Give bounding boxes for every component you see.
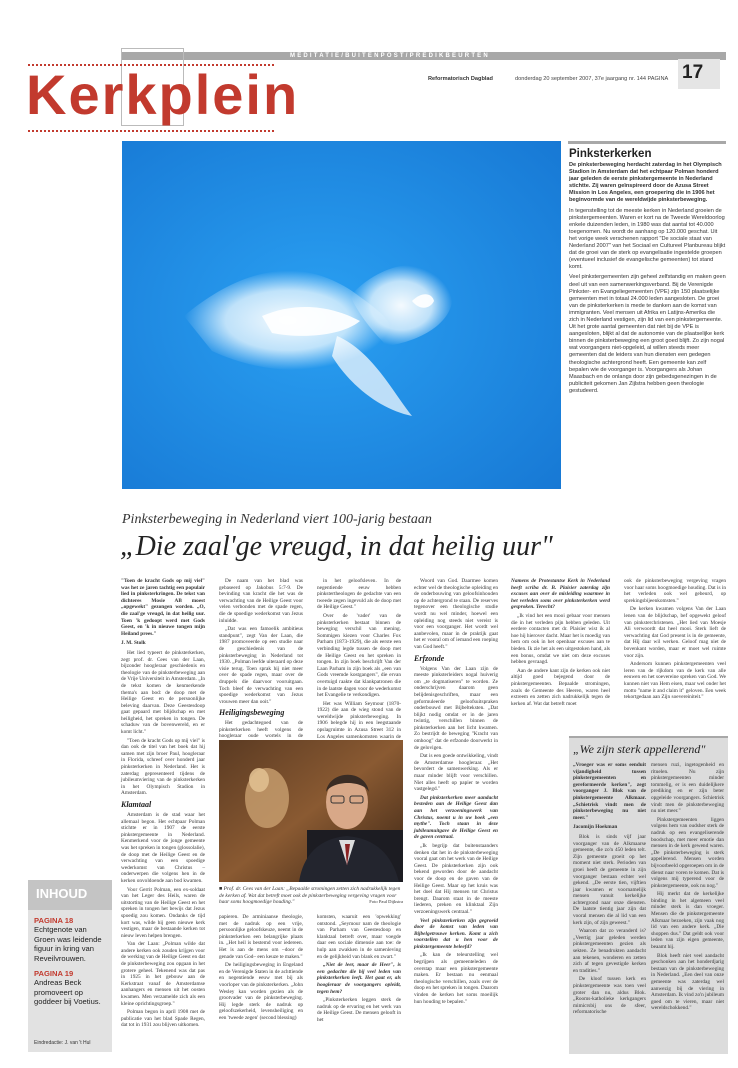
sidebox-paragraph: Waarom dat zo veranderd is? „Veertig jaar geleden werden pinkstergemeenten gezien als sekten. Ze benadrukten aandacht aan tekenen, wonderen en zetten zich af tegen gevestigde kerken en tradities." [573,928,646,974]
article-paragraph: Het lied typeert de pinksterkerken, zegt prof. dr. Cees van der Laan, bijzonder hoogleraar geschiedenis en theologie van de pinksterbeweging aan de Vrije Universiteit in Amsterdam. „In de tekst komen de kenmerkende thema's aan bod: de doop met de Heilige Geest en de persoonlijke beleving daarvan. Deze Geestesdoop gaat gepaard met blijdschap en met heiligheid, het spreken in tongen. De schaduw van de bovenwereld, en er komt licht." [121,649,205,736]
sidebox-lead: „Vroeger was er soms eenduit vijandigheid tussen pinkstergemeenten en gereformeerde kerken", zegt voorganger J. Blok van de pinkstergemeente Alkmaar. „Schietrisk vindt men de pinksterbeweging nu niet meer." [573,762,646,821]
sidebox-paragraph: Blok heeft niet veel aandacht geschonken aan het honderdjarig bestaan van de pinksterbeweging in Nederland. „Een deel van onze gemeente was zaterdag wel aanwezig bij de viering in Amsterdam. Ik vind zo'n jubileum goed om te vieren, maar niet wereldschokkend." [651,952,724,1012]
sidebox-byline: Jacomijn Hoekman [573,824,618,831]
sidebox-paragraph: Pinkstergemeenten liggen volgens hem van oudsher sterk de nadruk op een evangeliserende boodschap, met meer emotie dan mensen in de kerk gewend waren. „De pinksterbeweging is sterk appellerend. Mensen worden bijvoorbeeld opgeroepen om in de dienst naar voren te komen. Dat is volgens mij typerend voor de pinkstergemeente, ook nu nog." [651,816,724,889]
sidebox-column-2 [651,762,724,1050]
article-paragraph: Amsterdam is de stad waar het allemaal begon. Het echtpaar Polman stichtte er in 1907 de eerste pinkstergemeente in Nederland. Kenmerkend voor de jonge gemeente was het spreken in tongen (glossolalie), de doop met de Heilige Geest en de verwachting van een spoedige wederkomst van Christus – onderwerpen die volgens hen in de kerken onvoldoende aan bod kwamen. [121,812,205,884]
article-paragraph: Van der Laan: „Polman wilde dat andere kerken ook zouden krijgen voor de werking van de Heilige Geest en dat de pinksterbeweging zou opgaan in het grotere geheel. Tekenend was dat pas in 1925 in het gebouw aan de Kerkstraat vanaf de Amsterdamse aanhangers en mensen uit het oosten kwamen. Men verzamelde zich als een kleine oprichtingsgroep." [121,941,205,1007]
sidebox-paragraph: De kloof tussen kerk en pinkstergemeente was toen veel groter dan nu, aldus Blok. „Rooms-katholieke kerkgangers mimicrsbij ons de sfeer, reformatorische [573,976,646,1016]
sidebox-paragraph: Blok is sinds vijf jaar voorganger van de Alkmaarse gemeente, die zo'n 450 leden telt. Zijn gemeente groeit op het moment niet sterk. Perioden van groei heeft de gemeente in zijn voorganger bestaan echter wel gekend. „De eerste tien, vijftien jaar kwamen er voornamelijk mensen vanuit kerkelijke achtergrond naar onze diensten. De laatste tientig jaar zijn dat vooral mensen die al lid van een kerk zijn, of zijn geweest." [573,833,646,926]
sidebar-paragraph: In tegenstelling tot de meeste kerken in Nederland groeien de pinkstergemeenten. Waren er kort na de Tweede Wereldoorlog enkele duizenden leden, in 1980 was dat aantal tot 40.000 toegenomen. Nu wordt de aanhang op 120.000 geschat. Uit het vorige week verschenen rapport "De sociale staat van Nederland 2007" van het Sociaal en Cultureel Planbureau blijkt dat de groei van de sterk op evangelisatie ingestelde groepen (eventueel inclusief de evangelische gemeenten) tot stand komt. [569,207,726,271]
article-paragraph: De naam van het blad was gebaseerd op Jakobus 5:7-9. De bevinding van kracht die het was de verwachting van de Heilige Geest voor velen verbonden met de spade regen, die de spoedige wederkomst van Jezus inluidde. [219,578,303,624]
article-question: Veel pinksterkerken zijn gegroeid door de komst van leden van Bijbelgetrouwe kerken. Komt u zich voorstellen dat u hen voor de pinkstergemeente beleefd? [414,917,498,950]
sidebar-paragraph: Veel pinkstergemeenten zijn geheel zelfstandig en maken geen deel uit van een samenwerkingsverband. Bij de Verenigde Pinkster- en Evangeliegemeenten (VPE) zijn 150 plaatselijke gemeenten met in totaal 24.000 leden aangesloten. De groei van de pinksterkerken is mede te danken aan de komst van immigranten. Veel mensen uit Afrika en Latijns-Amerika die zich in Nederland vestigen, zijn lid van een pinkstergemeente. Uit het grote aantal gemeenten dat niet bij de VPE is aangesloten, blijkt al dat de autonomie van de plaatselijke kerk binnen de pinksterbeweging een groot goed blijft. Zo zijn nogal wat voorgangers niet-opgeleid, al willen steeds meer gemeenten dat de leiders van hun diensten een gedegen theologische achtergrond heeft. Een gemeente kan zelf bepalen wie de voorganger is. Voorgangers als Johan Maasbach en de onlangs door zijn gebedsgenezingen in de publiciteit gekomen Jan Zijlstra hebben geen theologie gestudeerd. [569,274,726,394]
article-question: Dat pinksterkerken meer aandacht besteden aan de Heilige Geest dan aan het verzoeningswerk van Christus, noemt u in uw boek „een mythe". Toch staan in deze jubileumuitgave de Heilige Geest en de gaven centraal. [414,794,498,841]
caption-bullet-icon: ■ [219,886,224,892]
sidebox-title: „We zijn sterk appellerend" [573,742,706,756]
article-paragraph: „Ik vind het een mooi gebaar voor mensen die in het verleden pijn hebben geleden. Uit eerdere contacten met dr. Plaisier wist ik al hoe hij hierover dacht. Maar het is moedig van hem om ook in het openbaar excuses aan te bieden. Ik zie het als een uitgestoken hand, als een bonus, omdat we niet om deze excuses hebben gevraagd. [511,612,610,666]
sidebox-paragraph: Hij merkt dat de kerkelijke binding in het algemeen veel minder sterk is dan vroeger. Mensen die de pinkstergemeente Alkmaar bezoeken, zijn vaak nog lid van een andere kerk. „Die shoppen dus." Dat geldt ook voor leden van zijn eigen gemeente, beaamt hij. [651,891,724,951]
header-dotted-rule-bottom [28,130,274,132]
article-intro: "Toen de kracht Gods op mij viel" was het ze jaren tachtig een populair lied in pinksterkringen. De tekst van dichteres Mosie AB moest „opgewekt" gezongen worden. „O, die zaal'ge vreugd, in dat heilig uur. Toen 'k gedoopt werd met Gods Geest, en 'k in nieuwe tongen mijn Heiland prees." [121,578,205,637]
article-paragraph: Woord van God. Daarmee komen echter wel de theologische opleiding en de onderbouwing van geloofsinhouden op de achtergrond te staan. De reserves tegenover een theologische studie wordt nu wel minder, hoewel een opleiding nog steeds niet vereist is voor een voorganger. Het wordt wel aanbevolen, maar in de praktijk gaat het er vooral om of iemand een roeping van God heeft." [414,578,498,650]
article-paragraph: Polman begon in april 1908 met de publicatie van het blad Spade Regen, dat tot in 1931 zou blijven uitkomen. [121,1009,205,1029]
article-byline: J. M. Stolk [121,640,146,647]
sidebox-column-1 [573,762,646,1050]
article-headline: „Die zaal'ge vreugd, in dat heilig uur" [120,531,553,562]
photo-credit: Foto Paul Dijkstra [369,899,403,905]
sidebar-text [569,162,726,494]
article-paragraph: Aan de andere kant zijn de kerken ook niet altijd goed bejegend door de pinkstergemeenten. Bepaalde stromingen, zoals de Gemeente des Heeren, waren heel extreem en zetten zich nadrukkelijk tegen de kerken af. Wat dat betreft moet [511,667,610,707]
article-paragraph: papieren. De arminiaanse theologie, met de nadruk op een vrije, persoonlijke geloofskeuze, neemt in de pinksterkerken een belangrijke plaats in. „Het heil is bestemd voor iedereen. Het is aan de mens om –door de genade van God– een keuze te maken." [219,914,303,960]
article-column-8 [317,914,401,1054]
article-paragraph: Het was William Seymour (1870-1922) die aan de wieg stond van de wereldwijde pinksterbeweging. In 1906 belegde hij in een leegstaande opslagruimte in Azusa Street 312 in Los Angeles samenkomsten waarin de [317,700,401,740]
newspaper-logo: Reformatorisch Dagblad [428,76,493,82]
article-paragraph: komsten, waaruit een 'opwekking' ontstond. „Seymour nam de theologie van Parham van Geestesdoop en klanktaal betreft over, maar voegde daar een sociale dimensie aan toe: de hulp aan zwakken in de samenleving en de gelijkheid van blank en zwart." [317,914,401,960]
inhoud-item-text: Echtgenote van Groen was leidende figuur in kring van Reveilvrouwen. [34,925,102,963]
article-column-5 [511,578,610,734]
article-paragraph: „Ik kan de teleurstelling wel begrijpen als gemeenteleden de overstap maar een pinkstergemeente maken. Er bestaan nu eenmaal theologische verschillen, zoals over de doop en het spreken in tongen. Daarom vinden de kerken het soms moeilijk hun houding te bepalen." [414,952,498,1005]
article-column-4 [414,578,498,1054]
article-paragraph: Het gedachtegoed van de pinksterkerken heeft volgens de hoogleraar oude wortels in de [219,720,303,740]
portrait-photo [219,740,403,882]
article-question: Namens de Protestantse Kerk in Nederland heeft scriba dr. B. Plaisier zaterdag zijn excuses aan over de misleiding waarmee in het verleden soms over pinksterkerken werd gesproken. Terecht? [511,578,610,611]
page-number: 17 [682,62,704,83]
section-band-label: MEDITATIE/BUITENPOST/PREDIKBEURTEN [290,53,490,59]
inhoud-editor: Eindredactie: J. van 't Hul [34,1040,91,1046]
article-kicker: Pinksterbeweging in Nederland viert 100-jarig bestaan [122,512,432,527]
dove-photo [122,141,561,489]
article-paragraph: „Dat was een famoelik ambitieus standpunt", zegt Van der Laan, die 1987 promoveerde op een studie naar de geschiedenis van de pinksterbeweging in Nederland tot 1930. „Polman leefde uiteraard op deze visie terug. Toen sprak hij niet meer over de spade regen, maar over de druppels die daarvoor vooruitgaan. Toch bleef de verwachting van een spoedige wederkomst van Jezus vrouwen meer dan ooit." [219,626,303,705]
sidebar-top-bar [568,141,726,144]
article-paragraph: ook de pinksterbeweging vergeving vragen voor haar soms hoogmoedige houding. Dat is in het verleden ook wel gebeurd, op sprekingsbijeenkomsten." [624,578,726,604]
article-paragraph: De kerken kwamen volgens Van der Laan lenen van de blijdschap, bef opgewekt geloof van pinksterchristenen. „Het lied van Moesje Ali verwoordt dat heel mooi. Sterk lieft de verwachting dat God present is in de gemeente, dat Hij daar wil werken. Geloof mag niet de bovenkant worden, maar er moet wel ruimte voor zijn. [624,606,726,659]
inhoud-item[interactable] [34,969,109,1007]
article-paragraph: „Pinksterkerken leggen sterk de nadruk op de ervaring en het werk van de Heilige Geest. De mensen gelooft in het [317,997,401,1023]
article-column-3 [317,578,401,740]
photo-caption-text: Prof. dr. Cees van der Laan: „Bepaalde stromingen zetten zich nadrukkelijk tegen de kerken af. Wat dat betreft moet ook de pinksterbeweging vergeving vragen voor haar soms hoogmoedige houding." [219,886,401,906]
inhoud-item-text: Andreas Beck promoveert op goddeer bij Voetius. [34,978,101,1007]
article-paragraph: "Toen de kracht Gods op mij viel" is dan ook de titel van het boek dat hij samen met zijn broer Paul, hoogleraar in Florida, schreef over honderd jaar pinksterkerken in Nederland. Het is zaterdag gepresenteerd tijdens de jubileumviering van de pinksterkerken in het Olympisch Stadion in Amsterdam. [121,737,205,797]
inhoud-list [34,916,109,1007]
photo-caption [219,886,403,906]
sidebar-title: Pinksterkerken [569,148,652,160]
article-question: „Niet de leer, maar de Heer", is een gedachte die bij veel leden van pinksterkerken leeft. Het gaat er, als hoogleraar de voorgangers opleidt, tegen hem? [317,962,401,995]
inhoud-item-page: PAGINA 19 [34,969,74,979]
inhoud-title: INHOUD [36,886,88,901]
article-column-7 [219,914,303,1054]
subheading-heiligingsbeweging: Heiligingsbeweging [219,708,285,718]
article-column-1 [121,578,205,1054]
article-paragraph: De heiligingsbeweging in Engeland en de Verenigde Staten in de achttiende en negentiende eeuw met bij als voorloper van de pinksterkerken. „John Wesley kan worden gezien als de grootvader van de pinksterbeweging. Hij legde sterk de nadruk op geloofszekerheid, levensheiliging en een 'tweede zegen' (second blessing) [219,962,303,1021]
section-title: Kerkplein [26,63,300,126]
subheading-klamtaal: Klamtaal [121,800,152,809]
article-paragraph: Volgens Van der Laan zijn de meeste pinksterleiders nogal huiverig om „te dogmatiseren" te worden. Ze onderschrijven daarom geen belijdenisgeschriften, maar een geformuleerde geloofsuitspraken onderbouwd met Bijbelteksten. „Dat blijkt nodig omdat er in de jaren twintig, verschillen binnen de pinksterkerken aan het licht kwamen. Zo bestrijdt de beweging "Kracht van omhoog" dat de erfzonde doorwerkt in de gelovigen. [414,665,498,751]
article-column-6 [624,578,726,734]
dateline: donderdag 20 september 2007, 37e jaargang nr. 144 PAGINA [515,76,669,82]
sidebox-paragraph: mensen ruzi, ingetogenheid en rituelen. Nu zijn pinkstergemeenten minder tommelig, er is een duidelijkere prediking en er zijn beter opgeleide voorgangers. Schietrisk vindt men de pinksterbeweging nu niet meer." [651,762,724,815]
subheading-erfzonde: Erfzonde [414,653,445,663]
article-paragraph: Dat is een goede ontwikkeling, vindt de Amsterdamse hoogleraar. „Het bevordert de samenwerking. Als er maar minder blijft voor verschillen. Niet alles heeft op papier te worden vastgelegd." [414,753,498,793]
article-paragraph: „Ik begrijp dat buitenstaanders denken dat het in de pinksterbeweging vooral gaat om het werk van de Heilige Geest. De pinksterkerken zijn ook bekend geworden door de aandacht voor de doop en de gaven van de Heilige Geest. Maar op het kruis was het doel dat Hij mensen tot Christus brengt. Daarom staat in de meeste liederen, preken en klinktaal Zijn verzoeningswerk centraal." [414,842,498,915]
inhoud-item[interactable] [34,916,109,963]
article-paragraph: Voor Gerrit Polman, een ex-soldaat van het Leger des Heils, waren de uitstorting van de Heilige Geest en het spreken in tongen het bewijs dat Jezus spoedig zou komen. Ondanks de tijd kort was, wilde hij geen nieuwe kerk vestigen, maar de bestaande kerken tot nieuw leven helpen brengen. [121,886,205,939]
sidebar-lead: De pinksterbeweging herdacht zaterdag in het Olympisch Stadion in Amsterdam dat het echtpaar Polman honderd jaar geleden de eerste pinkstergemeente in Nederland stichtte. Zij waren geïnspireerd door de Azusa Street Mission in Los Angeles, een groepering die in 1906 het beginvormde van de wereldwijde pinksterbeweging. [569,162,722,204]
article-paragraph: Over de 'vader' van de pinksterkerken bestaat binnen de beweging verschil van mening. Sommigen kiezen voor Charles Fox Parham (1873-1929), die als eerste een verbinding legde tussen de doop met de Heilige Geest en het spreken in tongen. In zijn boek beschrijft Van der Laan Parham in zijn boek als „een van Gods vreemde kostgangers", die ervan overtuigd raakte dat klankpatronen die in de laatste dagen voor de wederkomst het Evangelie te verkondigen. [317,612,401,699]
article-paragraph: in het geloofsleven. In de negentiende eeuw hebben pinkstertheologen de gedachte van een tweede zegen ingevuld als de doop met de Heilige Geest." [317,578,401,611]
article-column-2 [219,578,303,740]
inhoud-item-page: PAGINA 18 [34,916,74,925]
article-paragraph: Andersom kunnen pinkstergemeenten veel leren van de rijkdom van de kerk van alle eeuwen en het soevereine spreken van God. We kunnen niet van Hem eisen, maar wel onder het motto "name it and claim it" geloven. Een week tekortgedaan aan Zijn soevereiniteit." [624,661,726,701]
